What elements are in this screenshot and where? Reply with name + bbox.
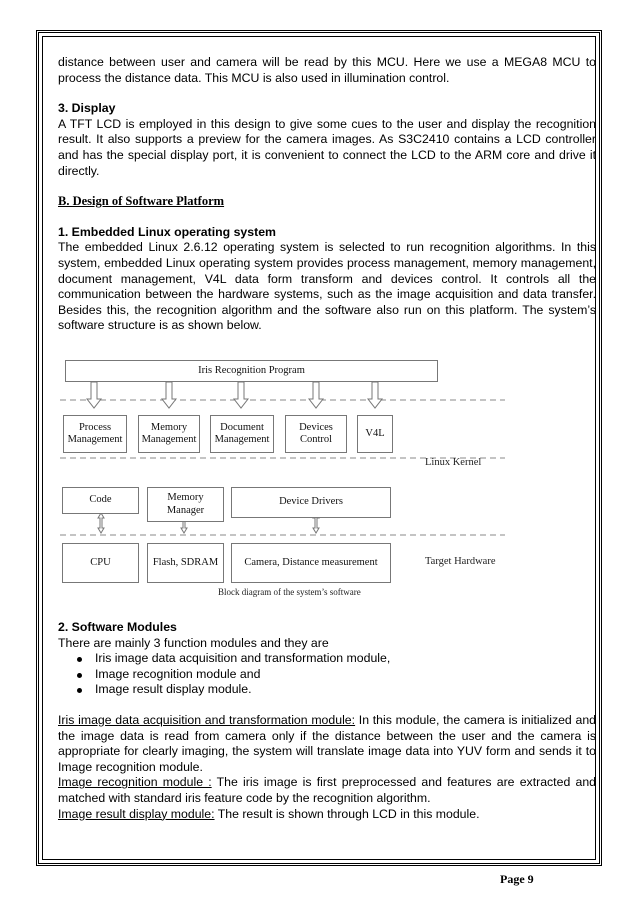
intro-paragraph: distance between user and camera will be read by this MCU. Here we use a MEGA8 MCU to process the distance data. This MCU is also used in illumination control. — [58, 55, 596, 85]
page-content — [58, 55, 596, 334]
arrow-memory — [162, 382, 176, 408]
modules-list — [58, 651, 596, 698]
display-module-title: Image result display module: — [58, 806, 215, 821]
document-management-box: Document Management — [210, 415, 274, 453]
devices-control-box: Devices Control — [285, 415, 347, 453]
linux-paragraph: The embedded Linux 2.6.12 operating system is selected to run recognition algorithms. In this system, embedded Linux operating system provides process management, memory management, document management, V4L data form transform and devices control. It controls all the communication between the hardware systems, such as the image acquisition and data transfer. Besides this, the recognition algorithm and the software also run on this platform. The system’s software structure is as shown below. — [58, 240, 596, 333]
recognition-module-body: The iris image is first preprocessed and features are extracted and matched with standard iris feature code by the recognition algorithm. — [58, 775, 596, 805]
acquisition-module-body: In this module, the camera is initialized and the image data is read from camera only if the distance between the user and the camera is appropriate for clearly imaging, the system will translate image data into YUV form and sends it to Image recognition module. — [58, 712, 596, 774]
modules-section — [58, 620, 596, 822]
display-module-body: The result is shown through LCD in this module. — [214, 806, 480, 821]
list-item: Iris image data acquisition and transformation module, — [58, 651, 596, 667]
iris-recognition-program-box: Iris Recognition Program — [65, 360, 438, 382]
arrow-devices — [309, 382, 323, 408]
memory-manager-box: Memory Manager — [147, 487, 224, 522]
code-box: Code — [62, 487, 139, 514]
modules-heading: 2. Software Modules — [58, 620, 177, 634]
linux-kernel-label: Linux Kernel — [425, 457, 482, 468]
process-management-box: Process Management — [63, 415, 127, 453]
software-block-diagram — [60, 355, 505, 605]
linux-heading: 1. Embedded Linux operating system — [58, 224, 276, 239]
camera-distance-box: Camera, Distance measurement — [231, 543, 391, 583]
down-arrows — [87, 382, 382, 408]
acquisition-module-paragraph — [58, 713, 596, 775]
list-item: Image result display module. — [58, 682, 596, 698]
arrow-v4l — [368, 382, 382, 408]
page-number: Page 9 — [500, 872, 534, 886]
recognition-module-paragraph — [58, 775, 596, 806]
arrow-document — [234, 382, 248, 408]
list-item: Image recognition module and — [58, 667, 596, 683]
memory-management-box: Memory Management — [138, 415, 200, 453]
display-module-paragraph — [58, 807, 596, 823]
cpu-box: CPU — [62, 543, 139, 583]
display-paragraph: A TFT LCD is employed in this design to give some cues to the user and display the recognition result. It also supports a preview for the camera images. As S3C2410 contains a LCD controller and has the special display port, it is convenient to connect the LCD to the ARM core and drive it directly. — [58, 116, 596, 178]
acquisition-module-title: Iris image data acquisition and transformation module: — [58, 712, 356, 727]
display-heading: 3. Display — [58, 101, 116, 116]
target-hardware-label: Target Hardware — [425, 556, 496, 567]
diagram-caption: Block diagram of the system’s software — [218, 587, 361, 597]
software-platform-heading: B. Design of Software Platform — [58, 194, 225, 209]
v4l-box: V4L — [357, 415, 393, 453]
recognition-module-title: Image recognition module : — [58, 775, 212, 790]
device-drivers-box: Device Drivers — [231, 487, 391, 518]
arrow-process — [87, 382, 101, 408]
arrow-code-cpu — [98, 513, 104, 533]
modules-intro: There are mainly 3 function modules and they are — [58, 635, 329, 650]
flash-sdram-box: Flash, SDRAM — [147, 543, 224, 583]
